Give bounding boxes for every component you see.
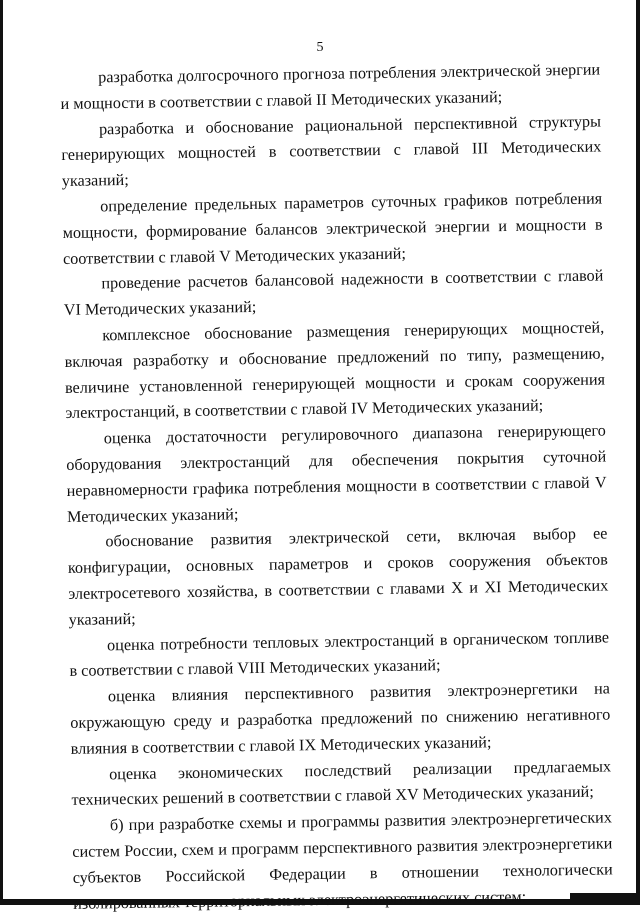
paragraph-5: комплексное обоснование размещения генерирующих мощностей, включая разработку и обоснование предложений по типу, размещению, величине установленной генерирующей мощности и срокам сооружения электростанций, в соответствии с главой IV Методических указаний; (64, 318, 606, 423)
paragraph-2: разработка и обоснование рациональной перспективной структуры генерирующих мощностей в соответствии с главой III Методических указаний; (61, 112, 602, 191)
paragraph-10: оценка экономических последствий реализации предлагаемых технических решений в соответствии с главой XV Методических указаний; (71, 756, 612, 810)
paragraph-8: оценка потребности тепловых электростанций в органическом топливе в соответствии с главой VIII Методических указаний; (69, 627, 610, 681)
paragraph-4: проведение расчетов балансовой надежности в соответствии с главой VI Методических указаний; (63, 266, 604, 320)
page-number: 5 (316, 40, 324, 55)
document-body (60, 58, 613, 917)
paragraph-3: определение предельных параметров суточных графиков потребления мощности, формирование балансов электрической энергии и мощности в соответствии с главой V Методических указаний; (62, 189, 603, 268)
paragraph-6: оценка достаточности регулировочного диапазона генерирующего оборудования электростанций для обеспечения покрытия суточной неравномерности графика потребления мощности в соответствии с главой V Методических указаний; (66, 421, 607, 526)
paragraph-1: разработка долгосрочного прогноза потребления электрической энергии и мощности в соответствии с главой II Методических указаний; (60, 60, 601, 113)
paragraph-11: б) при разработке схемы и программы развития электроэнергетических систем России, схем и программ перспективного развития электроэнергетики субъектов Российской Федерации в отношении технологически изолированных территориальных электроэнергетических систем: (72, 808, 613, 913)
paragraph-9: оценка влияния перспективного развития электроэнергетики на окружающую среду и разработка предложений по снижению негативного влияния в соответствии с главой IX Методических указаний; (70, 679, 611, 758)
paragraph-7: обоснование развития электрической сети, включая выбор ее конфигурации, основных параметров и сроков сооружения объектов электросетевого хозяйства, в соответствии с главами X и XI Методических указаний; (67, 524, 609, 629)
